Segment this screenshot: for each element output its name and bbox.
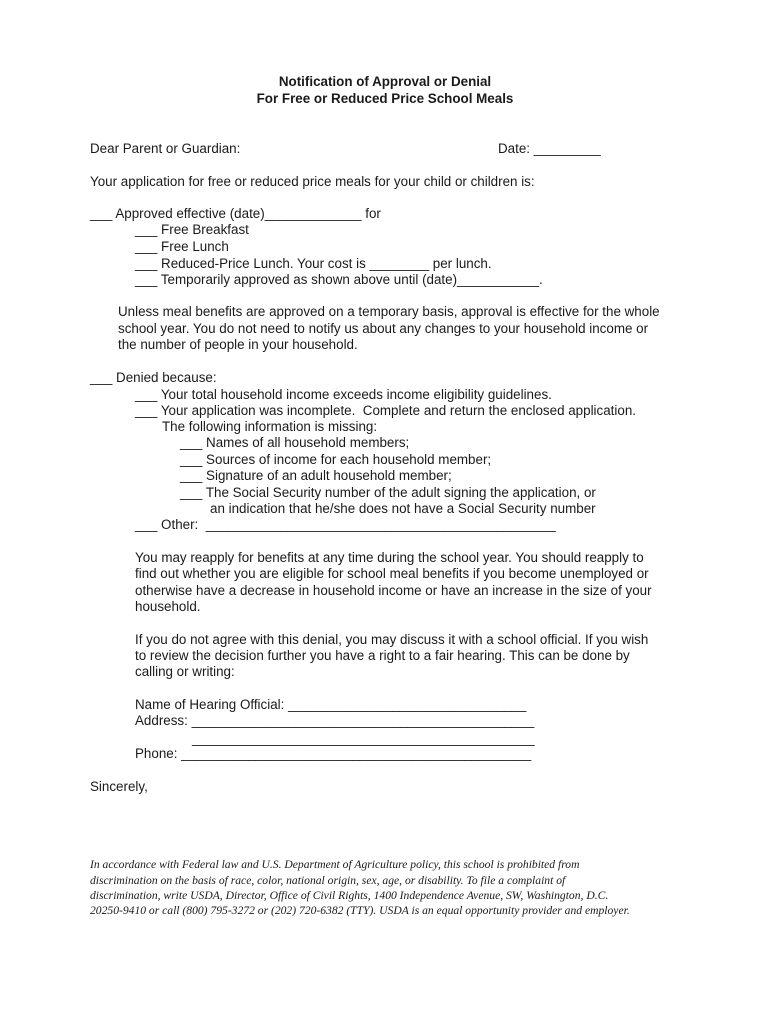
- approval-paragraph-line: school year. You do not need to notify us about any changes to your household income or: [118, 321, 649, 336]
- intro-text: Your application for free or reduced price meals for your child or children is:: [90, 174, 535, 189]
- approved-heading: ___ Approved effective (date)_____________ for: [90, 206, 381, 221]
- denied-heading: ___ Denied because:: [90, 370, 217, 385]
- phone-field: Phone: _______________________________________________: [135, 746, 532, 761]
- hearing-paragraph-line: to review the decision further you have a right to a fair hearing. This can be done by: [135, 648, 630, 663]
- missing-item: ___ Sources of income for each household member;: [180, 452, 492, 467]
- footer-line: In accordance with Federal law and U.S. Department of Agriculture policy, this school is prohibited from: [90, 858, 580, 871]
- approved-option: ___ Reduced-Price Lunch. Your cost is ________ per lunch.: [135, 256, 492, 271]
- title-line-2: For Free or Reduced Price School Meals: [256, 91, 514, 106]
- denied-reason: ___ Your total household income exceeds income eligibility guidelines.: [135, 387, 552, 402]
- title-line-1: Notification of Approval or Denial: [278, 74, 492, 89]
- denied-reason: ___ Your application was incomplete. Complete and return the enclosed application.: [135, 403, 636, 418]
- missing-item: ___ Names of all household members;: [180, 435, 410, 450]
- salutation: Dear Parent or Guardian:: [90, 141, 241, 156]
- address-field-line-2: ______________________________________________: [192, 731, 535, 746]
- closing: Sincerely,: [90, 779, 148, 794]
- hearing-paragraph-line: If you do not agree with this denial, you may discuss it with a school official. If you wish: [135, 632, 649, 647]
- date-field: Date: _________: [498, 141, 601, 156]
- footer-line: 20250-9410 or call (800) 795-3272 or (202) 720-6382 (TTY). USDA is an equal opportunity provider and employer.: [90, 904, 630, 917]
- denied-other: ___ Other: _______________________________________________: [135, 517, 556, 532]
- missing-info-intro: The following information is missing:: [162, 419, 378, 434]
- approved-option: ___ Free Breakfast: [135, 222, 249, 237]
- approval-paragraph-line: the number of people in your household.: [118, 337, 358, 352]
- reapply-paragraph-line: otherwise have a decrease in household income or have an increase in the size of your: [135, 583, 652, 598]
- reapply-paragraph-line: You may reapply for benefits at any time during the school year. You should reapply to: [135, 550, 644, 565]
- approval-paragraph-line: Unless meal benefits are approved on a temporary basis, approval is effective for the whole: [118, 304, 660, 319]
- footer-line: discrimination, write USDA, Director, Office of Civil Rights, 1400 Independence Avenue, SW, Washington, D.C.: [90, 889, 609, 902]
- approved-option: ___ Free Lunch: [135, 239, 229, 254]
- reapply-paragraph-line: find out whether you are eligible for school meal benefits if you become unemployed or: [135, 566, 649, 581]
- footer-line: discrimination on the basis of race, color, national origin, sex, age, or disability. To file a complaint of: [90, 874, 566, 887]
- hearing-official-field: Name of Hearing Official: ________________________________: [135, 697, 527, 712]
- missing-item: ___ The Social Security number of the adult signing the application, or: [180, 485, 596, 500]
- reapply-paragraph-line: household.: [135, 599, 201, 614]
- missing-item-continuation: an indication that he/she does not have a Social Security number: [210, 501, 596, 516]
- hearing-paragraph-line: calling or writing:: [135, 664, 235, 679]
- address-field: Address: ______________________________________________: [135, 713, 535, 728]
- approved-option: ___ Temporarily approved as shown above until (date)___________.: [135, 272, 543, 287]
- missing-item: ___ Signature of an adult household member;: [180, 468, 452, 483]
